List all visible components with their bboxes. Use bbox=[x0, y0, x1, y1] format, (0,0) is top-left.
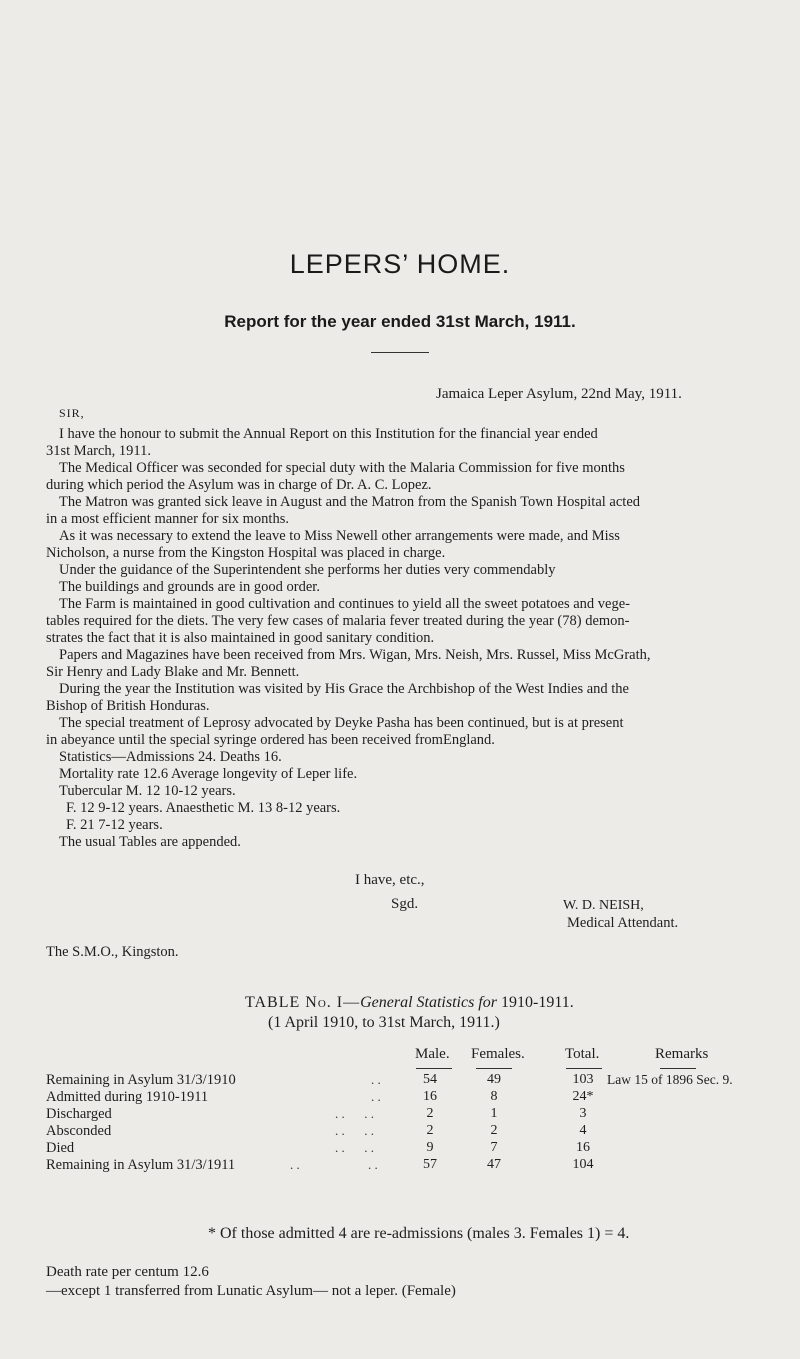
leader-dots: . . . . bbox=[335, 1106, 374, 1121]
row-label: Admitted during 1910-1911 bbox=[46, 1089, 209, 1105]
row-label: Discharged bbox=[46, 1106, 112, 1122]
page-title: LEPERS’ HOME. bbox=[289, 249, 511, 279]
body-line: Bishop of British Honduras. bbox=[46, 698, 210, 714]
cell-females: 1 bbox=[490, 1106, 498, 1121]
body-line: The Farm is maintained in good cultivation and continues to yield all the sweet potatoes and vege- bbox=[59, 596, 630, 612]
cell-male: 54 bbox=[423, 1072, 437, 1087]
cell-male: 16 bbox=[423, 1089, 437, 1104]
header-underline bbox=[566, 1068, 602, 1069]
header-underline bbox=[416, 1068, 452, 1069]
signature-title: Medical Attendant. bbox=[567, 915, 679, 931]
body-line: The usual Tables are appended. bbox=[59, 834, 241, 850]
cell-females: 49 bbox=[487, 1072, 501, 1087]
report-subtitle: Report for the year ended 31st March, 1911. bbox=[224, 312, 576, 331]
body-line: The special treatment of Leprosy advocated by Deyke Pasha has been continued, but is at present bbox=[59, 715, 624, 731]
cell-male: 57 bbox=[423, 1157, 437, 1172]
cell-total: 24* bbox=[572, 1089, 594, 1104]
addressee: The S.M.O., Kingston. bbox=[46, 944, 179, 960]
table-title-years: 1910-1911. bbox=[496, 994, 574, 1011]
cell-total: 16 bbox=[576, 1140, 590, 1155]
cell-females: 47 bbox=[487, 1157, 501, 1172]
leader-dots: . . . . bbox=[335, 1123, 374, 1138]
column-header-remarks: Remarks bbox=[655, 1046, 709, 1062]
footnote: * Of those admitted 4 are re-admissions (males 3. Females 1) = 4. bbox=[208, 1225, 630, 1242]
body-line: During the year the Institution was visited by His Grace the Archbishop of the West Indies and the bbox=[59, 681, 629, 697]
death-rate-exception: —except 1 transferred from Lunatic Asylum— not a leper. (Female) bbox=[46, 1283, 456, 1299]
cell-total: 4 bbox=[579, 1123, 587, 1138]
body-line: Mortality rate 12.6 Average longevity of Leper life. bbox=[59, 766, 358, 782]
cell-total: 103 bbox=[572, 1072, 594, 1087]
column-header-male: Male. bbox=[415, 1046, 450, 1062]
header-underline bbox=[660, 1068, 696, 1069]
letter-place-date: Jamaica Leper Asylum, 22nd May, 1911. bbox=[436, 386, 682, 402]
body-line: As it was necessary to extend the leave to Miss Newell other arrangements were made, and Miss bbox=[59, 528, 620, 544]
cell-females: 7 bbox=[490, 1140, 498, 1155]
table-title bbox=[245, 994, 574, 1012]
body-line: Statistics—Admissions 24. Deaths 16. bbox=[59, 749, 282, 765]
leader-dots: . . . . bbox=[335, 1140, 374, 1155]
cell-remarks: Law 15 of 1896 Sec. 9. bbox=[607, 1072, 733, 1087]
cell-male: 2 bbox=[426, 1123, 434, 1138]
body-line: during which period the Asylum was in charge of Dr. A. C. Lopez. bbox=[46, 477, 432, 493]
cell-total: 3 bbox=[579, 1106, 587, 1121]
body-line: I have the honour to submit the Annual Report on this Institution for the financial year ended bbox=[59, 426, 598, 442]
body-line: Sir Henry and Lady Blake and Mr. Bennett. bbox=[46, 664, 300, 680]
body-line: strates the fact that it is also maintained in good sanitary condition. bbox=[46, 630, 435, 646]
body-line: Nicholson, a nurse from the Kingston Hospital was placed in charge. bbox=[46, 545, 446, 561]
closing: I have, etc., bbox=[355, 872, 425, 888]
leader-dots: . . bbox=[371, 1089, 381, 1104]
cell-females: 2 bbox=[490, 1123, 498, 1138]
row-label: Absconded bbox=[46, 1123, 112, 1139]
body-line: 31st March, 1911. bbox=[46, 443, 151, 459]
row-label: Remaining in Asylum 31/3/1910 bbox=[46, 1072, 236, 1088]
body-line: in a most efficient manner for six months. bbox=[46, 511, 289, 527]
header-underline bbox=[476, 1068, 512, 1069]
signature-name: W. D. NEISH, bbox=[563, 898, 644, 913]
body-line: F. 21 7-12 years. bbox=[66, 817, 163, 833]
body-line: The buildings and grounds are in good order. bbox=[59, 579, 320, 595]
leader-dots: . . . . bbox=[290, 1157, 378, 1172]
body-line: The Matron was granted sick leave in August and the Matron from the Spanish Town Hospital acted bbox=[59, 494, 641, 510]
cell-male: 2 bbox=[426, 1106, 434, 1121]
column-header-total: Total. bbox=[565, 1046, 600, 1062]
cell-male: 9 bbox=[426, 1140, 434, 1155]
body-line: Tubercular M. 12 10-12 years. bbox=[59, 783, 236, 799]
cell-total: 104 bbox=[572, 1157, 594, 1172]
cell-females: 8 bbox=[490, 1089, 498, 1104]
divider bbox=[371, 352, 429, 353]
signed-label: Sgd. bbox=[391, 896, 419, 912]
body-line: in abeyance until the special syringe ordered has been received fromEngland. bbox=[46, 732, 495, 748]
death-rate: Death rate per centum 12.6 bbox=[46, 1264, 209, 1280]
table-title-italic: General Statistics for bbox=[360, 994, 497, 1011]
row-label: Remaining in Asylum 31/3/1911 bbox=[46, 1157, 236, 1173]
row-label: Died bbox=[46, 1140, 75, 1156]
body-line: The Medical Officer was seconded for special duty with the Malaria Commission for five months bbox=[59, 460, 625, 476]
salutation: SIR, bbox=[59, 406, 85, 420]
leader-dots: . . bbox=[371, 1072, 381, 1087]
body-line: F. 12 9-12 years. Anaesthetic M. 13 8-12 years. bbox=[66, 800, 341, 816]
table-title-prefix: TABLE No. I— bbox=[245, 994, 361, 1011]
body-line: Under the guidance of the Superintendent she performs her duties very commendably bbox=[59, 562, 556, 578]
column-header-females: Females. bbox=[471, 1046, 525, 1062]
table-subtitle: (1 April 1910, to 31st March, 1911.) bbox=[268, 1014, 500, 1031]
body-line: Papers and Magazines have been received from Mrs. Wigan, Mrs. Neish, Mrs. Russel, Miss McGrath, bbox=[59, 647, 651, 663]
body-line: tables required for the diets. The very few cases of malaria fever treated during the year (78) demon- bbox=[46, 613, 630, 629]
